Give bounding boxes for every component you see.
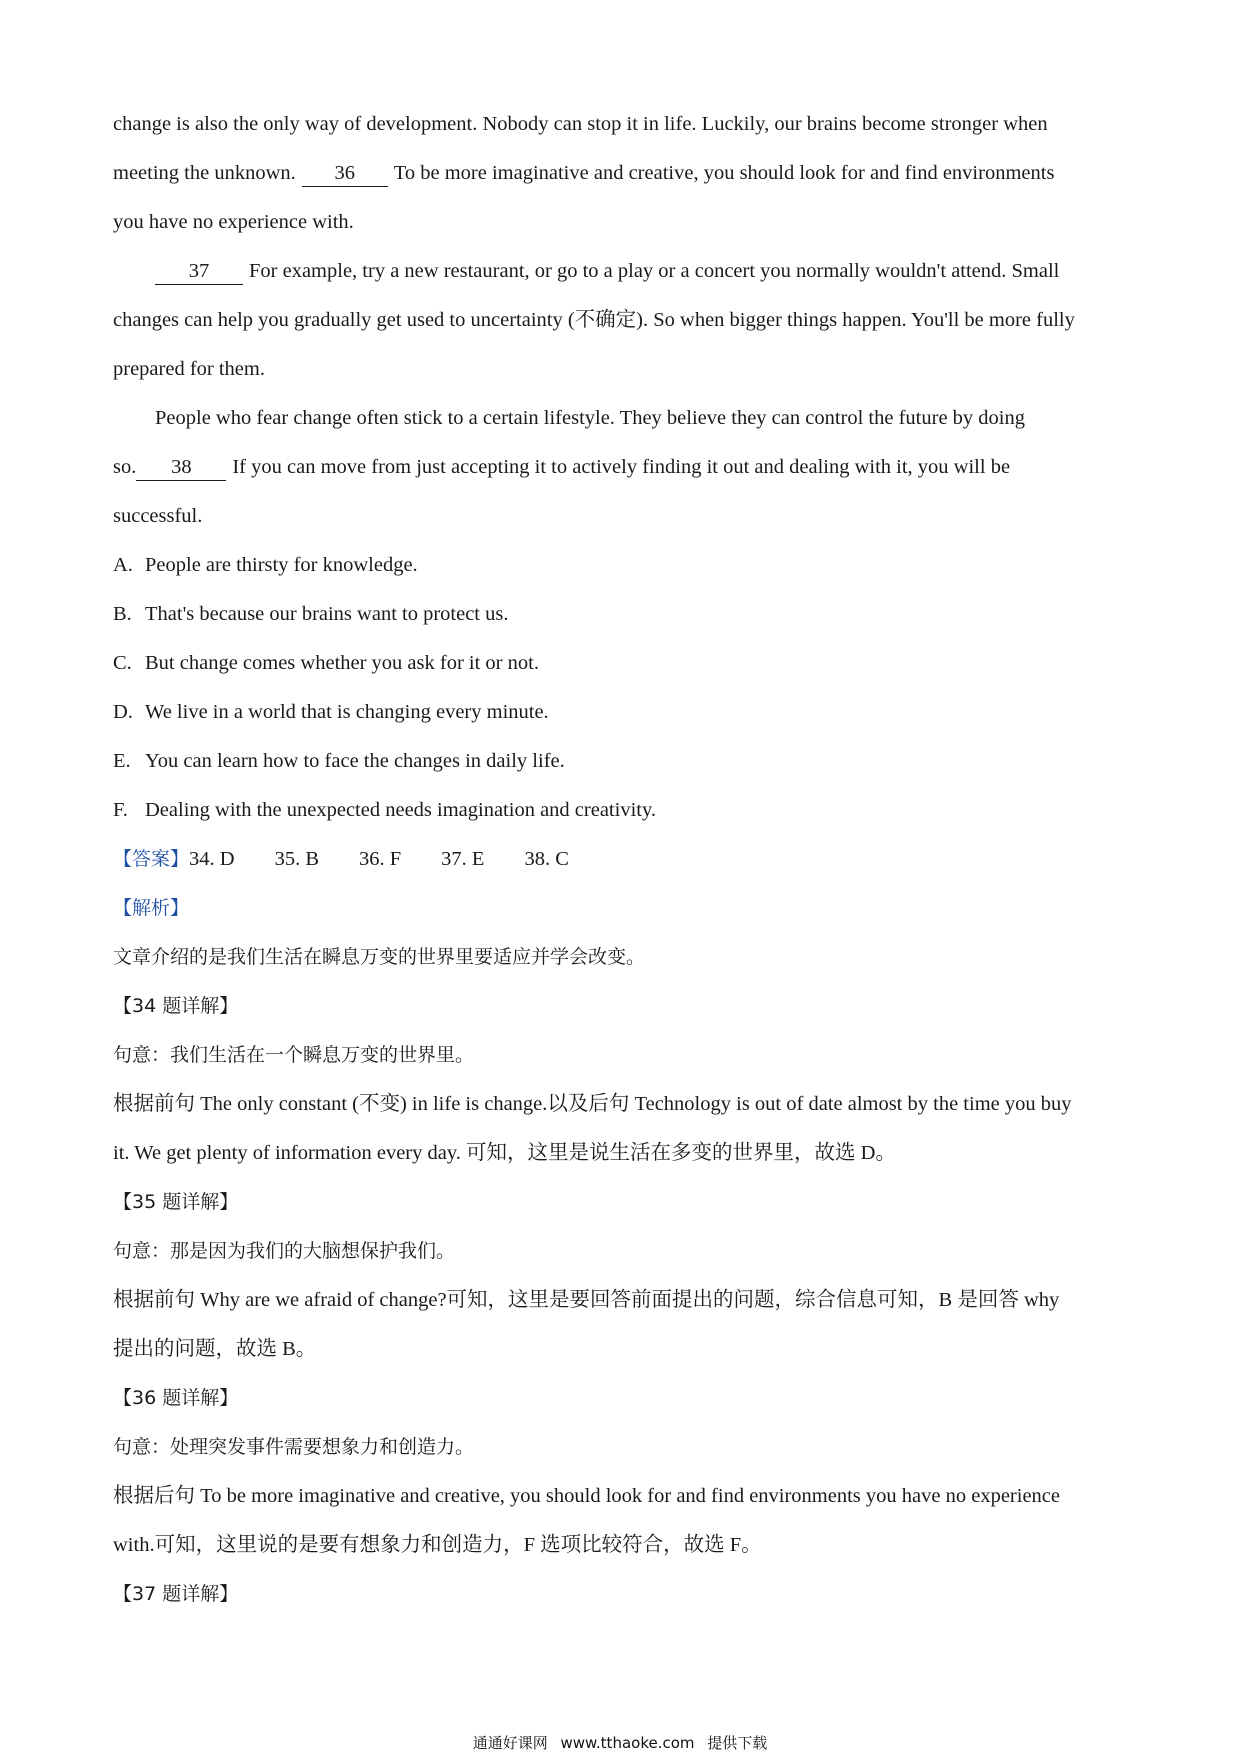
option-f [113,786,1143,835]
analysis-summary: 文章介绍的是我们生活在瞬息万变的世界里要适应并学会改变。 [113,946,646,968]
blank-36: 36 [302,160,388,187]
q36-reason: 根据后句 To be more imaginative and creative, you should look for and find environments you have no experience [113,1485,1060,1507]
passage-text: meeting the unknown. [113,162,296,184]
option-letter: E. [113,750,131,772]
footer-site-name: 通通好课网 [472,1734,548,1752]
q34-meaning: 句意：我们生活在一个瞬息万变的世界里。 [113,1044,475,1066]
option-text: Dealing with the unexpected needs imagination and creativity. [145,799,656,821]
answer-item: 34. D [189,848,235,870]
q36-title: 【36 题详解】 [113,1387,239,1409]
passage-line: you have no experience with. [113,211,354,233]
passage-text: For example, try a new restaurant, or go to a play or a concert you normally wouldn't attend. Small [249,260,1060,282]
passage-line [113,247,1143,296]
option-text: That's because our brains want to protect us. [145,603,509,625]
passage-text: To be more imaginative and creative, you should look for and find environments [393,162,1055,184]
blank-37: 37 [155,258,243,285]
passage-text: If you can move from just accepting it to actively finding it out and dealing with it, you will be [232,456,1011,478]
option-c [113,639,1143,688]
passage-line [113,443,1143,492]
option-text: We live in a world that is changing every minute. [145,701,549,723]
q34-reason: it. We get plenty of information every day. 可知，这里是说生活在多变的世界里，故选 D。 [113,1142,896,1164]
passage-line: changes can help you gradually get used to uncertainty (不确定). So when bigger things happen. You'll be more fully [113,309,1075,331]
answer-tag: 【答案】 [113,848,190,870]
answer-item: 37. E [441,848,485,870]
passage-text: so. [113,456,137,478]
option-text: But change comes whether you ask for it or not. [145,652,539,674]
footer-url[interactable]: www.tthaoke.com [560,1734,695,1752]
option-letter: D. [113,701,133,723]
passage-line: People who fear change often stick to a certain lifestyle. They believe they can control the future by doing [155,407,1025,429]
passage-line: change is also the only way of development. Nobody can stop it in life. Luckily, our brains become stronger when [113,113,1048,135]
page-footer [0,1733,1240,1753]
option-text: You can learn how to face the changes in daily life. [145,750,565,772]
q34-reason: 根据前句 The only constant (不变) in life is change.以及后句 Technology is out of date almost by the time you buy [113,1093,1072,1115]
q36-meaning: 句意：处理突发事件需要想象力和创造力。 [113,1436,475,1458]
passage-line [113,149,1143,198]
option-text: People are thirsty for knowledge. [145,554,418,576]
blank-38: 38 [136,454,226,481]
option-letter: C. [113,652,132,674]
passage-line: prepared for them. [113,358,265,380]
answer-item: 35. B [274,848,320,870]
q35-reason: 提出的问题，故选 B。 [113,1338,317,1360]
q35-title: 【35 题详解】 [113,1191,239,1213]
answer-item: 38. C [524,848,569,870]
q36-reason: with.可知，这里说的是要有想象力和创造力，F 选项比较符合，故选 F。 [113,1534,762,1556]
document-page [113,100,1143,1619]
analysis-tag: 【解析】 [113,897,190,919]
option-b [113,590,1143,639]
q35-meaning: 句意：那是因为我们的大脑想保护我们。 [113,1240,456,1262]
footer-note: 提供下载 [707,1734,768,1752]
passage-line: successful. [113,505,203,527]
option-d [113,688,1143,737]
answer-line [113,835,1143,884]
q34-title: 【34 题详解】 [113,995,239,1017]
option-letter: A. [113,554,133,576]
option-letter: F. [113,799,128,821]
option-a [113,541,1143,590]
q35-reason: 根据前句 Why are we afraid of change?可知，这里是要回答前面提出的问题，综合信息可知，B 是回答 why [113,1289,1060,1311]
option-letter: B. [113,603,132,625]
q37-title: 【37 题详解】 [113,1583,239,1605]
option-e [113,737,1143,786]
answer-item: 36. F [359,848,402,870]
